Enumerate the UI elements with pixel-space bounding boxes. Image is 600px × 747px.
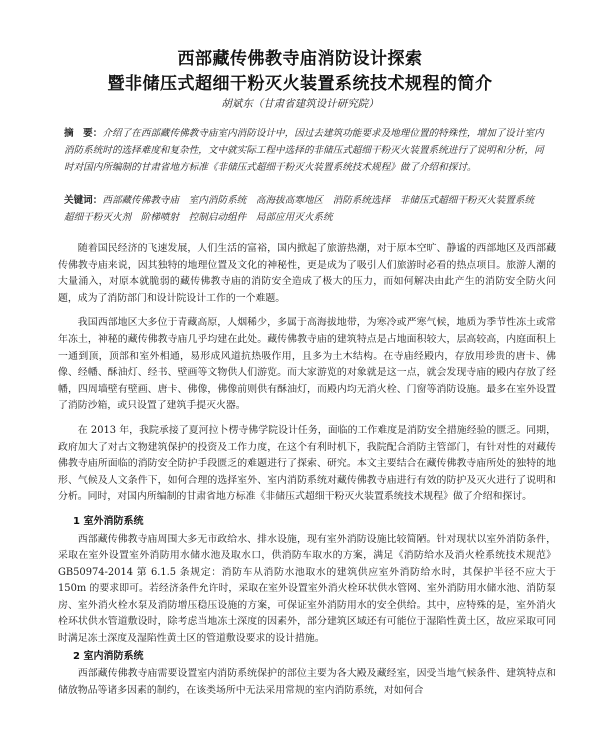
- intro-paragraph-2: 我国西部地区大多位于青藏高原，人烟稀少，多属于高海拔地带，为寒冷或严寒气候，地质为季节性冻土或常年冻土，神秘的藏传佛教寺庙几乎均建在此处。藏传佛教寺庙的建筑特点是占地面积较大，层高较高，内庭面积上一通到顶，顶部和室外相通，易形成风道抗热吸作用，且多为土木结构。在寺庙经殿内，存放用珍贵的唐卡、佛像、经幡、酥油灯、经书、壁画等文物供人们游览。而大家游览的对象就是这一点，就会发现寺庙的殿内存放了经幡，四周墙壁有壁画、唐卡、佛像，佛像前则供有酥油灯，而殿内均无消火栓、门窗等消防设施。最多在室外设置了消防沙箱，或只设置了建筑手提灭火器。: [58, 317, 556, 412]
- intro-paragraph-1: 随着国民经济的飞速发展，人们生活的富裕，国内掀起了旅游热潮，对于原本空旷、静谧的西部地区及西部藏传佛教寺庙来说，因其独特的地理位置及文化的神秘性，更是成为了吸引人们旅游时必看的热点项目。旅游人潮的大量涌入，对原本就脆弱的藏传佛教寺庙的消防安全造成了极大的压力，而如何解决由此产生的消防安全防火问题，成为了消防部门和设计院设计工作的一个难题。: [58, 243, 556, 304]
- keywords-text: 西部藏传佛教寺庙 室内消防系统 高海拔高寒地区 消防系统选择 非储压式超细干粉灭火装置系统 超细干粉灭火剂 阶梯喷射 控制启动组件 局部应用灭火系统: [64, 195, 544, 223]
- keywords: [64, 192, 552, 226]
- abstract-label: 摘 要：: [64, 128, 103, 139]
- intro-paragraph-3: 在 2013 年，我院承接了夏河拉卜楞寺佛学院设计任务，面临的工作难度是消防安全措施经验的匮乏。同期，政府加大了对古文物建筑保护的投资及工作力度，在这个有利时机下，我院配合消防主管部门，有针对性的对藏传佛教寺庙所面临的消防安全防护手段匮乏的难题进行了探索、研究。本文主要结合在藏传佛教寺庙所处的独特的地形、气候及人文条件下，如何合理的选择室外、室内消防系统对藏传佛教寺庙进行有效的防护及灭火进行了说明和分析。同时，对国内所编制的甘肃省地方标准《非储压式超细干粉灭火装置系统技术规程》做了介绍和探讨。: [58, 424, 556, 503]
- abstract: [64, 125, 552, 176]
- section-1-paragraph: 西部藏传佛教寺庙周围大多无市政给水、排水设施，现有室外消防设施比较简陋。针对现状以室外消防条件，采取在室外设置室外消防用水储水池及取水口，供消防车取水的方案，满足《消防给水及消火栓系统技术规范》GB50974-2014 第 6.1.5 条规定：消防车从消防水池取水的建筑供应室外消防给水时，其保护半径不应大于 150m 的要求即可。若经济条件允许时，采取在室外设置室外消火栓环状供水管网、室外消防用水储水池、消防泵房、室外消火栓水泵及消防增压稳压设施的方案，可保证室外消防用水的安全供给。其中，应特殊的是，室外消火栓环状供水管道敷设时，除考虑当地冻土深度的因素外，部分建筑区域还有可能位于湿陷性黄土区，故应采取可同时满足冻土深度及湿陷性黄土区的管道敷设要求的设计措施。: [58, 533, 556, 645]
- abstract-text: 介绍了在西部藏传佛教寺庙室内消防设计中，因过去建筑功能要求及地理位置的特殊性，增加了设计室内消防系统时的选择难度和复杂性，文中就实际工程中选择的非储压式超细干粉灭火装置系统进行了说明和分析，同时对国内所编制的甘肃省地方标准《非储压式超细干粉灭火装置系统技术规程》做了介绍和探讨。: [64, 128, 544, 173]
- paper-body: [58, 241, 556, 707]
- section-2-heading: 2 室内消防系统: [73, 650, 144, 662]
- section-1-heading: 1 室外消防系统: [73, 515, 144, 527]
- paper-title-line2: 暨非储压式超细干粉灭火装置系统技术规程的简介: [107, 74, 493, 94]
- section-2-paragraph: 西部藏传佛教寺庙需要设置室内消防系统保护的部位主要为各大殿及藏经室，因受当地气候条件、建筑特点和储放物品等诸多因素的制约，在该类场所中无法采用常规的室内消防系统，对如何合: [58, 668, 556, 696]
- paper-author: 胡斌东（甘肃省建筑设计研究院）: [221, 98, 379, 110]
- paper-title-line1: 西部藏传佛教寺庙消防设计探索: [177, 49, 423, 69]
- keywords-label: 关键词：: [64, 195, 103, 206]
